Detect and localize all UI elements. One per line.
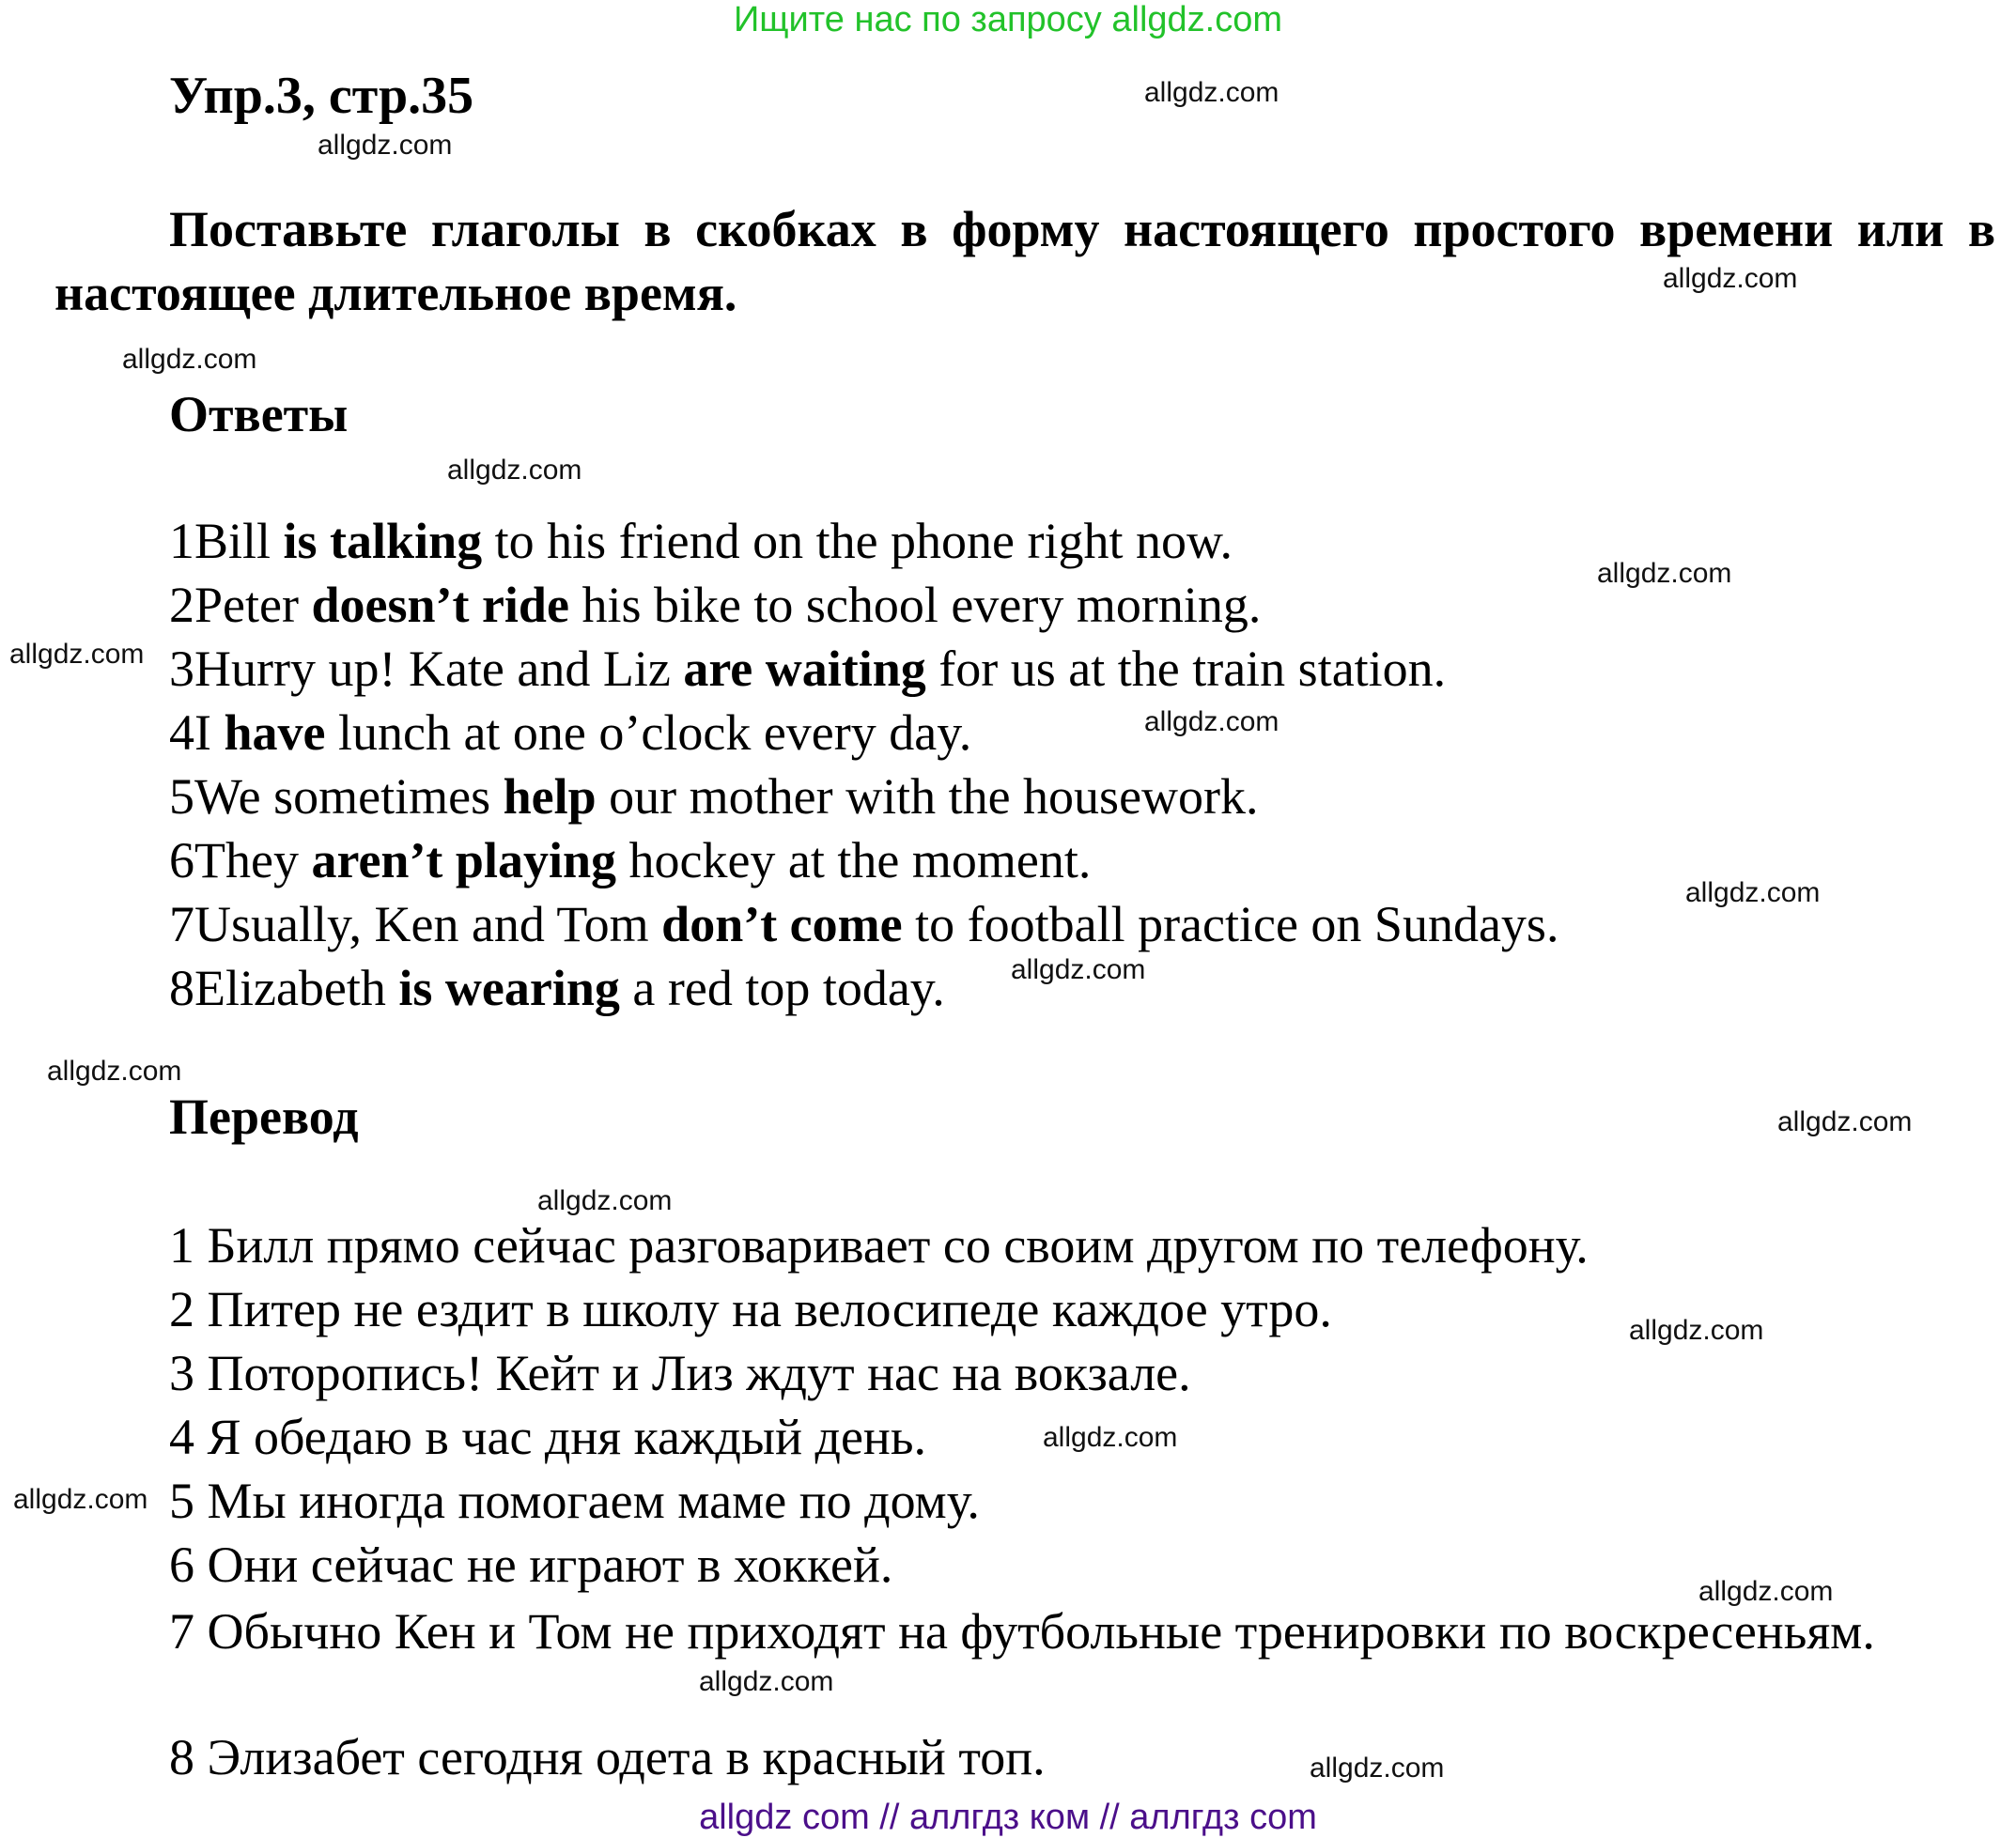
watermark: allgdz.com <box>1310 1753 1445 1784</box>
watermark: allgdz.com <box>1597 558 1732 589</box>
watermark: allgdz.com <box>122 344 257 375</box>
task-instruction: Поставьте глаголы в скобках в форму настоящего простого времени или в настоящее длительное время. <box>54 201 1995 321</box>
watermark: allgdz.com <box>1011 954 1146 985</box>
answer-line: 7Usually, Ken and Tom don’t come to football practice on Sundays. <box>169 896 1559 952</box>
answers-heading: Ответы <box>169 386 349 442</box>
watermark: allgdz.com <box>1629 1315 1764 1346</box>
answer-line: 3Hurry up! Kate and Liz are waiting for us at the train station. <box>169 641 1447 697</box>
watermark: allgdz.com <box>13 1484 148 1515</box>
watermark: allgdz.com <box>1698 1576 1834 1607</box>
watermark: allgdz.com <box>447 455 582 486</box>
translation-line: 1 Билл прямо сейчас разговаривает со своим другом по телефону. <box>169 1217 1589 1274</box>
translation-heading: Перевод <box>169 1089 359 1145</box>
watermark: allgdz.com <box>1663 263 1798 294</box>
watermark: allgdz.com <box>1144 77 1279 108</box>
watermark: allgdz.com <box>1777 1106 1913 1137</box>
translation-line: 7 Обычно Кен и Том не приходят на футбольные тренировки по воскресеньям. <box>169 1603 1875 1660</box>
watermark: allgdz.com <box>699 1666 834 1697</box>
translation-line: 3 Поторопись! Кейт и Лиз ждут нас на вокзале. <box>169 1345 1191 1401</box>
answer-line: 5We sometimes help our mother with the housework. <box>169 768 1259 825</box>
search-banner: Ищите нас по запросу allgdz.com <box>733 0 1282 39</box>
translation-line: 2 Питер не ездит в школу на велосипеде каждое утро. <box>169 1281 1332 1337</box>
answer-line: 2Peter doesn’t ride his bike to school every morning. <box>169 577 1262 633</box>
translation-line: 5 Мы иногда помогаем маме по дому. <box>169 1473 980 1529</box>
watermark: allgdz.com <box>9 639 145 670</box>
translation-line: 8 Элизабет сегодня одета в красный топ. <box>169 1729 1046 1785</box>
watermark: allgdz.com <box>1144 706 1279 737</box>
watermark: allgdz.com <box>318 130 453 161</box>
answer-line: 1Bill is talking to his friend on the phone right now. <box>169 513 1233 569</box>
footer-links[interactable]: allgdz com // аллгдз ком // аллгдз com <box>699 1798 1317 1837</box>
watermark: allgdz.com <box>47 1056 182 1087</box>
translation-line: 6 Они сейчас не играют в хоккей. <box>169 1537 893 1593</box>
answer-line: 8Elizabeth is wearing a red top today. <box>169 960 945 1016</box>
watermark: allgdz.com <box>1685 877 1821 908</box>
translation-line: 4 Я обедаю в час дня каждый день. <box>169 1409 926 1465</box>
watermark: allgdz.com <box>1043 1422 1178 1453</box>
answer-line: 6They aren’t playing hockey at the moment. <box>169 832 1092 888</box>
answer-line: 4I have lunch at one o’clock every day. <box>169 704 972 761</box>
watermark: allgdz.com <box>537 1185 673 1216</box>
page-title: Упр.3, стр.35 <box>169 67 474 125</box>
